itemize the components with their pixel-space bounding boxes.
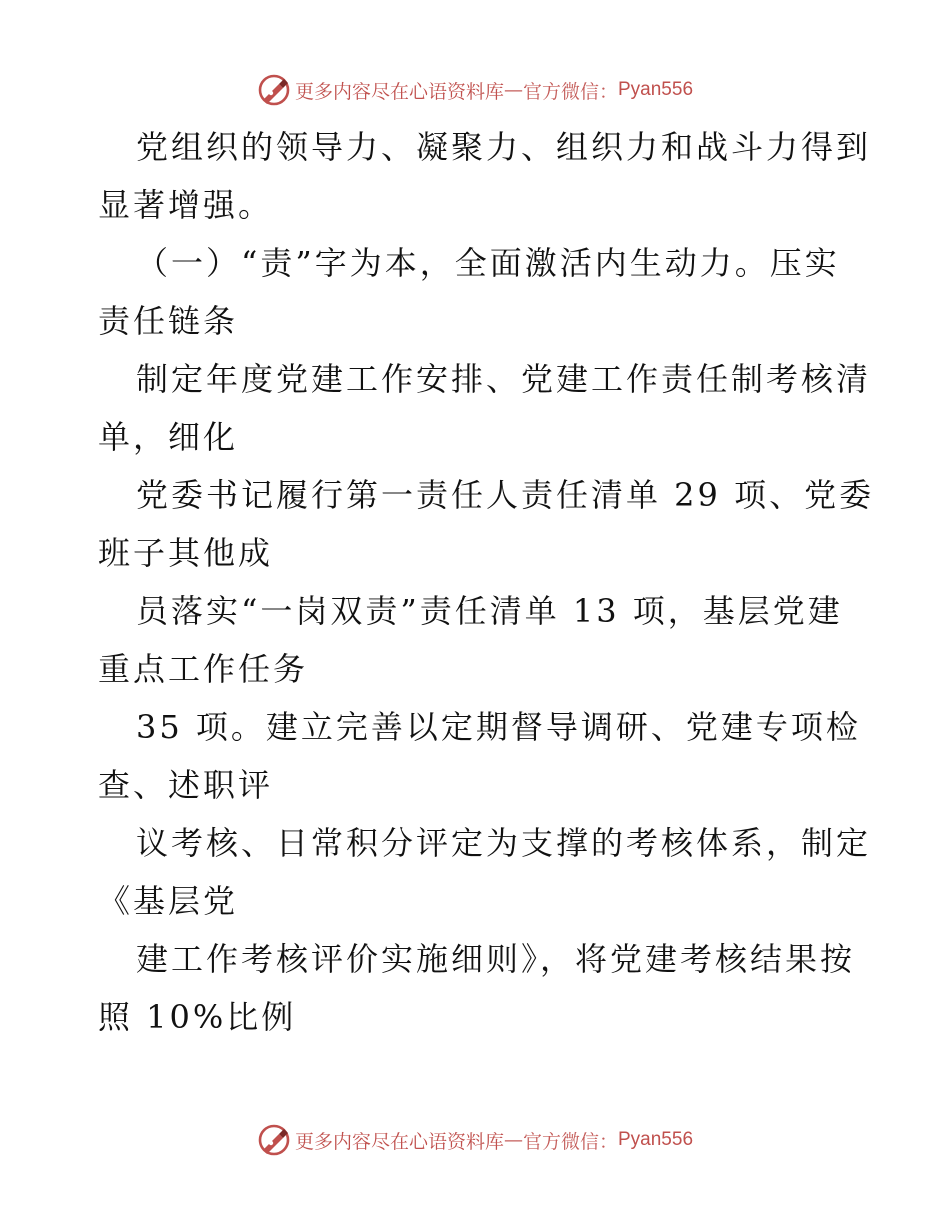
footer-wechat-label: 官方微信：	[522, 1130, 618, 1153]
footer-separator: —	[503, 1129, 523, 1151]
body-line-6: 单，细化	[98, 418, 239, 456]
body-line-1: 党组织的领导力、凝聚力、组织力和战斗力得到	[136, 128, 872, 166]
pen-logo-icon	[257, 1123, 291, 1157]
header-separator: —	[503, 79, 523, 101]
body-line-13: 议考核、日常积分评定为支撑的考核体系，制定	[136, 824, 872, 862]
header-watermark-banner	[0, 70, 950, 110]
body-line-11: 35 项。建立完善以定期督导调研、党建专项检	[136, 708, 861, 746]
body-line-15: 建工作考核评价实施细则》，将党建考核结果按	[136, 940, 856, 978]
body-line-7: 党委书记履行第一责任人责任清单 29 项、党委	[136, 476, 875, 514]
header-wechat-label: 官方微信：	[522, 80, 618, 103]
body-line-16: 照 10%比例	[98, 998, 297, 1036]
body-line-9: 员落实“一岗双责”责任清单 13 项，基层党建	[136, 592, 843, 630]
body-line-2: 显著增强。	[98, 186, 274, 224]
header-wechat-account: Pyan556	[618, 79, 694, 100]
body-line-14: 《基层党	[98, 882, 239, 920]
body-line-8: 班子其他成	[98, 534, 274, 572]
pen-logo-icon	[257, 73, 291, 107]
footer-site-text: 更多内容尽在心语资料库	[294, 1130, 504, 1153]
body-line-10: 重点工作任务	[98, 650, 309, 688]
document-body	[98, 118, 875, 1046]
footer-wechat-account: Pyan556	[618, 1129, 694, 1150]
body-line-4: 责任链条	[98, 302, 239, 340]
body-line-3: （一）“责”字为本，全面激活内生动力。压实	[136, 244, 840, 282]
header-site-text: 更多内容尽在心语资料库	[294, 80, 504, 103]
footer-watermark-banner	[0, 1120, 950, 1160]
body-line-12: 查、述职评	[98, 766, 274, 804]
body-line-5: 制定年度党建工作安排、党建工作责任制考核清	[136, 360, 872, 398]
